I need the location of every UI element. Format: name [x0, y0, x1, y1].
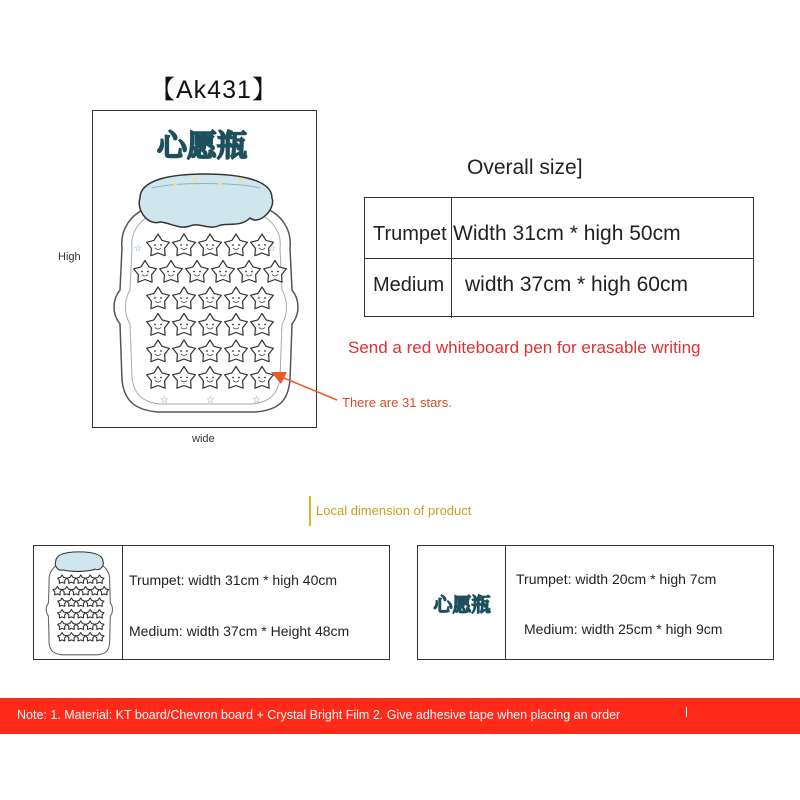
star-eye	[186, 324, 188, 326]
star-eye	[160, 350, 162, 352]
star-eye	[212, 324, 214, 326]
star-eye	[258, 350, 260, 352]
star-eye	[225, 271, 227, 273]
star-eye	[238, 377, 240, 379]
star-eye	[180, 244, 182, 246]
footer-note-bar	[0, 698, 800, 734]
jar-lid	[139, 174, 272, 227]
table-row	[365, 257, 753, 317]
star-eye	[206, 350, 208, 352]
star-eye	[154, 297, 156, 299]
star-eye	[258, 377, 260, 379]
star-eye	[180, 350, 182, 352]
footer-tick	[686, 707, 687, 717]
small-star-icon: ☆	[252, 395, 261, 406]
star-eye	[206, 324, 208, 326]
local-dimension-title: Local dimension of product	[316, 503, 472, 518]
box1-line2: Medium: width 37cm * Height 48cm	[129, 623, 350, 639]
small-star-icon: ☆	[160, 395, 169, 406]
star-eye	[160, 377, 162, 379]
star-eye	[264, 350, 266, 352]
star-eye	[160, 324, 162, 326]
star-eye	[160, 244, 162, 246]
star-eye	[141, 271, 143, 273]
small-star-icon: ☆	[134, 243, 143, 253]
star-eye	[180, 324, 182, 326]
star-eye	[258, 297, 260, 299]
star-eye	[219, 271, 221, 273]
star-eye	[154, 350, 156, 352]
star-eye	[232, 324, 234, 326]
box2-line2: Medium: width 25cm * high 9cm	[524, 621, 723, 637]
size-dims-cell: width 37cm * high 60cm	[465, 273, 688, 296]
table-row	[365, 198, 753, 259]
wide-label: wide	[192, 433, 215, 445]
star-eye	[186, 297, 188, 299]
footer-note: Note: 1. Material: KT board/Chevron board + Crystal Bright Film 2. Give adhesive tape when placing an order	[17, 708, 621, 722]
star-eye	[167, 271, 169, 273]
star-eye	[186, 244, 188, 246]
title-dimension-box	[417, 545, 774, 660]
red-pen-note: Send a red whiteboard pen for erasable writing	[348, 338, 701, 357]
star-eye	[232, 377, 234, 379]
star-eye	[180, 297, 182, 299]
star-eye	[232, 244, 234, 246]
star-eye	[206, 297, 208, 299]
mini-title-text: 心愿瓶	[433, 594, 491, 616]
star-eye	[199, 271, 201, 273]
star-eye	[180, 377, 182, 379]
star-eye	[245, 271, 247, 273]
arrow-icon	[265, 362, 345, 407]
star-eye	[232, 297, 234, 299]
star-eye	[271, 271, 273, 273]
star-eye	[251, 271, 253, 273]
star-eye	[160, 297, 162, 299]
star-eye	[212, 244, 214, 246]
star-eye	[147, 271, 149, 273]
size-name-cell: Medium	[373, 274, 445, 296]
star-eye	[154, 377, 156, 379]
jar-dimension-box	[33, 545, 390, 660]
small-star-icon: ☆	[206, 395, 215, 406]
star-eye	[264, 244, 266, 246]
size-dims-cell: Width 31cm * high 50cm	[453, 222, 681, 245]
star-eye	[186, 377, 188, 379]
size-name-cell: Trumpet	[373, 223, 447, 245]
star-eye	[258, 244, 260, 246]
star-eye	[238, 244, 240, 246]
box-divider	[505, 546, 506, 659]
high-label: High	[58, 251, 81, 263]
star-eye	[258, 324, 260, 326]
star-eye	[212, 297, 214, 299]
mini-title-graphic	[422, 588, 502, 618]
star-eye	[264, 297, 266, 299]
product-code: 【Ak431】	[150, 76, 278, 104]
star-eye	[206, 244, 208, 246]
box2-line1: Trumpet: width 20cm * high 7cm	[516, 571, 717, 587]
star-eye	[173, 271, 175, 273]
star-eye	[212, 350, 214, 352]
star-eye	[154, 324, 156, 326]
star-eye	[154, 244, 156, 246]
star-eye	[238, 297, 240, 299]
star-eye	[232, 350, 234, 352]
star-eye	[264, 324, 266, 326]
small-star-icon: ☆	[268, 243, 277, 253]
star-eye	[212, 377, 214, 379]
star-eye	[186, 350, 188, 352]
box-divider	[122, 546, 123, 659]
overall-size-title: Overall size]	[467, 156, 583, 179]
star-eye	[206, 377, 208, 379]
star-eye	[238, 350, 240, 352]
section-marker	[309, 496, 311, 526]
mini-jar-illustration	[38, 549, 120, 657]
star-eye	[238, 324, 240, 326]
size-table	[364, 197, 754, 317]
star-eye	[193, 271, 195, 273]
jar-title-graphic: 心愿瓶	[157, 129, 247, 164]
star-eye	[277, 271, 279, 273]
box1-line1: Trumpet: width 31cm * high 40cm	[129, 572, 338, 588]
stars-count-note: There are 31 stars.	[342, 395, 452, 410]
